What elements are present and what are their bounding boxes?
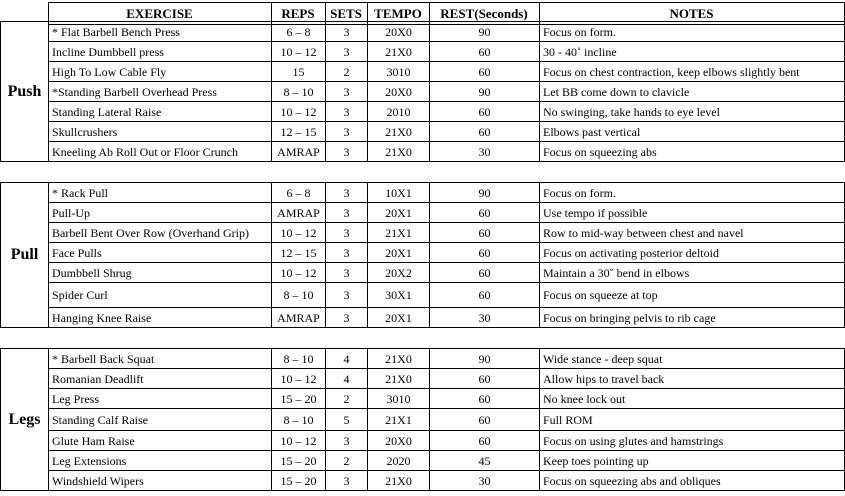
exercise-cell: Kneeling Ab Roll Out or Floor Crunch [49, 142, 272, 162]
tempo-cell: 2010 [368, 102, 430, 122]
notes-cell: Full ROM [540, 409, 845, 431]
table-row [1, 223, 845, 243]
notes-cell: Focus on bringing pelvis to rib cage [540, 308, 845, 328]
notes-cell: Focus on squeezing abs and obliques [540, 471, 845, 491]
exercise-cell: Glute Ham Raise [49, 431, 272, 451]
table-row [1, 42, 845, 62]
tempo-cell: 20X2 [368, 263, 430, 283]
table-row [1, 283, 845, 308]
tempo-cell: 21X0 [368, 471, 430, 491]
section-table [0, 348, 845, 491]
sets-cell: 4 [326, 369, 368, 389]
rest-cell: 60 [430, 42, 540, 62]
sets-cell: 3 [326, 431, 368, 451]
rest-cell: 90 [430, 22, 540, 42]
rest-cell: 90 [430, 349, 540, 369]
tempo-cell: 21X1 [368, 409, 430, 431]
notes-cell: Focus on form. [540, 183, 845, 203]
notes-cell: Focus on activating posterior deltoid [540, 243, 845, 263]
reps-cell: 15 – 20 [272, 451, 326, 471]
exercise-cell: Romanian Deadlift [49, 369, 272, 389]
exercise-cell: Standing Calf Raise [49, 409, 272, 431]
tempo-cell: 20X0 [368, 82, 430, 102]
rest-cell: 60 [430, 203, 540, 223]
sets-cell: 2 [326, 62, 368, 82]
sets-cell: 3 [326, 308, 368, 328]
exercise-cell: * Barbell Back Squat [49, 349, 272, 369]
reps-cell: 10 – 12 [272, 102, 326, 122]
rest-cell: 60 [430, 283, 540, 308]
notes-cell: Focus on using glutes and hamstrings [540, 431, 845, 451]
notes-cell: Focus on chest contraction, keep elbows slightly bent [540, 62, 845, 82]
rest-cell: 60 [430, 409, 540, 431]
tempo-cell: 3010 [368, 389, 430, 409]
table-row [1, 369, 845, 389]
rest-cell: 30 [430, 471, 540, 491]
tempo-cell: 21X0 [368, 369, 430, 389]
table-row [1, 308, 845, 328]
reps-cell: 15 – 20 [272, 389, 326, 409]
sets-cell: 3 [326, 283, 368, 308]
table-row [1, 142, 845, 162]
notes-cell: Let BB come down to clavicle [540, 82, 845, 102]
section-label: Legs [1, 349, 49, 491]
reps-cell: 10 – 12 [272, 42, 326, 62]
reps-cell: 6 – 8 [272, 183, 326, 203]
rest-cell: 60 [430, 389, 540, 409]
notes-cell: No swinging, take hands to eye level [540, 102, 845, 122]
sets-cell: 3 [326, 223, 368, 243]
reps-cell: 8 – 10 [272, 82, 326, 102]
sets-cell: 3 [326, 102, 368, 122]
exercise-cell: Leg Press [49, 389, 272, 409]
reps-cell: 10 – 12 [272, 223, 326, 243]
exercise-cell: Windshield Wipers [49, 471, 272, 491]
exercise-cell: * Flat Barbell Bench Press [49, 22, 272, 42]
rest-cell: 60 [430, 431, 540, 451]
notes-cell: Allow hips to travel back [540, 369, 845, 389]
reps-cell: 10 – 12 [272, 263, 326, 283]
notes-cell: Maintain a 30˚ bend in elbows [540, 263, 845, 283]
table-row [1, 451, 845, 471]
exercise-cell: Face Pulls [49, 243, 272, 263]
tempo-cell: 21X0 [368, 122, 430, 142]
tempo-cell: 20X0 [368, 431, 430, 451]
sets-cell: 3 [326, 471, 368, 491]
header-rest: REST(Seconds) [429, 3, 539, 25]
table-row [1, 122, 845, 142]
reps-cell: 12 – 15 [272, 122, 326, 142]
rest-cell: 30 [430, 142, 540, 162]
tempo-cell: 21X1 [368, 223, 430, 243]
exercise-cell: *Standing Barbell Overhead Press [49, 82, 272, 102]
rest-cell: 60 [430, 102, 540, 122]
rest-cell: 90 [430, 82, 540, 102]
notes-cell: Wide stance - deep squat [540, 349, 845, 369]
tempo-cell: 10X1 [368, 183, 430, 203]
exercise-cell: Hanging Knee Raise [49, 308, 272, 328]
notes-cell: Elbows past vertical [540, 122, 845, 142]
table-row [1, 102, 845, 122]
tempo-cell: 21X0 [368, 349, 430, 369]
rest-cell: 60 [430, 263, 540, 283]
reps-cell: 15 – 20 [272, 471, 326, 491]
tempo-cell: 21X0 [368, 42, 430, 62]
table-row [1, 62, 845, 82]
notes-cell: Focus on squeezing abs [540, 142, 845, 162]
sets-cell: 3 [326, 122, 368, 142]
sets-cell: 2 [326, 389, 368, 409]
notes-cell: 30 - 40˚ incline [540, 42, 845, 62]
notes-cell: Keep toes pointing up [540, 451, 845, 471]
table-row [1, 389, 845, 409]
sets-cell: 4 [326, 349, 368, 369]
exercise-cell: Spider Curl [49, 283, 272, 308]
sets-cell: 2 [326, 451, 368, 471]
exercise-cell: * Rack Pull [49, 183, 272, 203]
reps-cell: AMRAP [272, 203, 326, 223]
header-reps: REPS [271, 3, 325, 25]
header-tempo: TEMPO [367, 3, 429, 25]
tempo-cell: 30X1 [368, 283, 430, 308]
reps-cell: 8 – 10 [272, 283, 326, 308]
table-row [1, 183, 845, 203]
tempo-cell: 20X0 [368, 22, 430, 42]
sets-cell: 5 [326, 409, 368, 431]
notes-cell: Focus on squeeze at top [540, 283, 845, 308]
reps-cell: AMRAP [272, 142, 326, 162]
table-row [1, 409, 845, 431]
rest-cell: 60 [430, 243, 540, 263]
header-exercise: EXERCISE [48, 3, 271, 25]
rest-cell: 45 [430, 451, 540, 471]
reps-cell: 8 – 10 [272, 409, 326, 431]
exercise-cell: Incline Dumbbell press [49, 42, 272, 62]
reps-cell: 15 [272, 62, 326, 82]
table-row [1, 263, 845, 283]
rest-cell: 60 [430, 369, 540, 389]
exercise-cell: Skullcrushers [49, 122, 272, 142]
notes-cell: Use tempo if possible [540, 203, 845, 223]
exercise-cell: Leg Extensions [49, 451, 272, 471]
table-row [1, 243, 845, 263]
sets-cell: 3 [326, 203, 368, 223]
section-label: Pull [1, 183, 49, 328]
reps-cell: AMRAP [272, 308, 326, 328]
exercise-cell: High To Low Cable Fly [49, 62, 272, 82]
notes-cell: No knee lock out [540, 389, 845, 409]
sets-cell: 3 [326, 82, 368, 102]
tempo-cell: 21X0 [368, 142, 430, 162]
sets-cell: 3 [326, 263, 368, 283]
table-row [1, 431, 845, 451]
tempo-cell: 20X1 [368, 243, 430, 263]
header-sets: SETS [325, 3, 367, 25]
reps-cell: 10 – 12 [272, 369, 326, 389]
rest-cell: 30 [430, 308, 540, 328]
table-row [1, 349, 845, 369]
section-table [0, 21, 845, 162]
exercise-cell: Barbell Bent Over Row (Overhand Grip) [49, 223, 272, 243]
exercise-cell: Dumbbell Shrug [49, 263, 272, 283]
section-table [0, 182, 845, 328]
tempo-cell: 20X1 [368, 308, 430, 328]
rest-cell: 60 [430, 223, 540, 243]
section-label: Push [1, 22, 49, 162]
rest-cell: 90 [430, 183, 540, 203]
sets-cell: 3 [326, 243, 368, 263]
sets-cell: 3 [326, 22, 368, 42]
reps-cell: 8 – 10 [272, 349, 326, 369]
notes-cell: Focus on form. [540, 22, 845, 42]
rest-cell: 60 [430, 122, 540, 142]
exercise-cell: Standing Lateral Raise [49, 102, 272, 122]
table-row [1, 82, 845, 102]
sets-cell: 3 [326, 42, 368, 62]
notes-cell: Row to mid-way between chest and navel [540, 223, 845, 243]
reps-cell: 12 – 15 [272, 243, 326, 263]
rest-cell: 60 [430, 62, 540, 82]
header-notes: NOTES [539, 3, 844, 25]
tempo-cell: 20X1 [368, 203, 430, 223]
tempo-cell: 2020 [368, 451, 430, 471]
sets-cell: 3 [326, 142, 368, 162]
table-row [1, 22, 845, 42]
reps-cell: 10 – 12 [272, 431, 326, 451]
table-row [1, 471, 845, 491]
tempo-cell: 3010 [368, 62, 430, 82]
sets-cell: 3 [326, 183, 368, 203]
exercise-cell: Pull-Up [49, 203, 272, 223]
reps-cell: 6 – 8 [272, 22, 326, 42]
table-row [1, 203, 845, 223]
